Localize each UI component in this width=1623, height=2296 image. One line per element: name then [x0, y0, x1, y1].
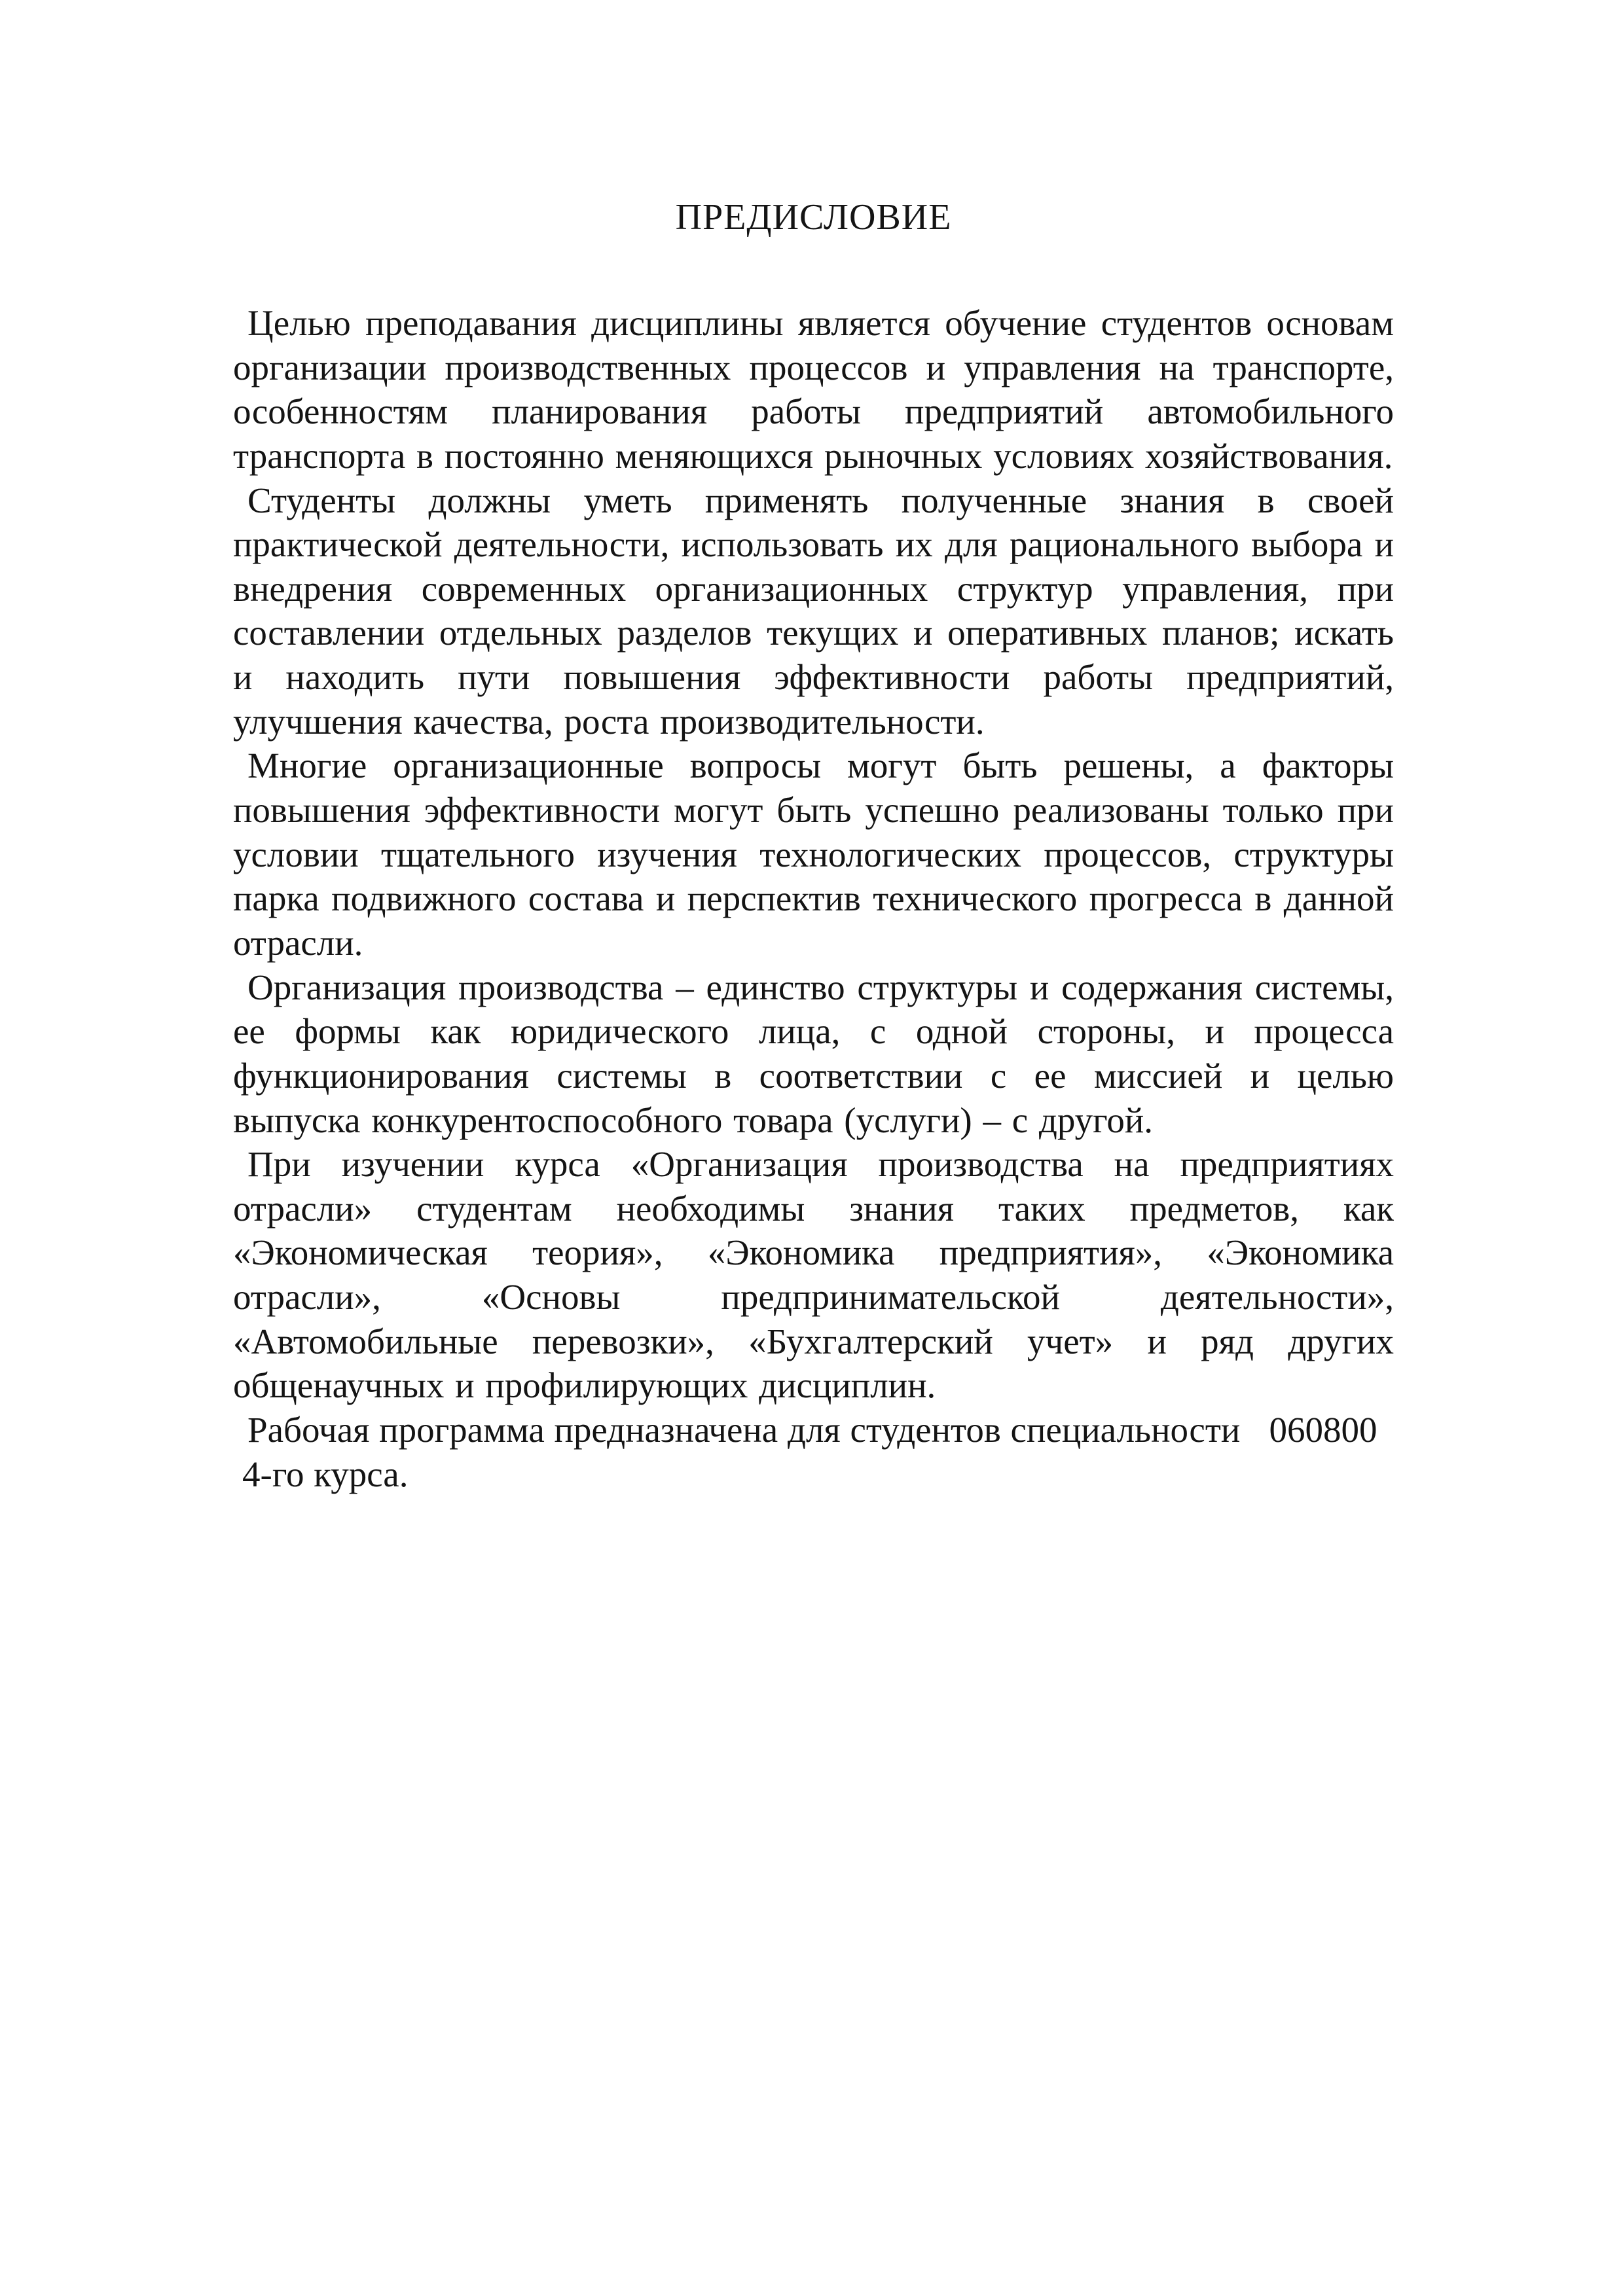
paragraph-goal: Целью преподавания дисциплины является обучение студентов основам организации производственных процессов и управления на транспорте, особенностям планирования работы предприятий автомобильного транспорта в постоянно меняющихся рыночных условиях хозяйствования.	[233, 303, 1394, 476]
paragraph-organizational-questions: Многие организационные вопросы могут быть решены, а факторы повышения эффективности могут быть успешно реализованы только при условии тщательного изучения технологических процессов, структуры парка подвижного состава и перспектив технического прогресса в данной отрасли.	[233, 745, 1394, 963]
paragraph-students-skills: Студенты должны уметь применять полученные знания в своей практической деятельности, использовать их для рационального выбора и внедрения современных организационных структур управления, при составлении отдельных разделов текущих и оперативных планов; искать и находить пути повышения эффективности работы предприятий, улучшения качества, роста производительности.	[233, 480, 1394, 742]
paragraph-course-prerequisites: При изучении курса «Организация производства на предприятиях отрасли» студентам необходимы знания таких предметов, как «Экономическая теория», «Экономика предприятия», «Экономика отрасли», «Основы предпринимательской деятельности», «Автомобильные перевозки», «Бухгалтерский учет» и ряд других общенаучных и профилирующих дисциплин.	[233, 1144, 1394, 1406]
closing-line-speciality: Рабочая программа предназначена для студентов специальности 060800	[247, 1410, 1377, 1450]
paragraph-production-organization: Организация производства – единство структуры и содержания системы, ее формы как юридического лица, с одной стороны, и процесса функционирования системы в соответствии с ее миссией и целью выпуска конкурентоспособного товара (услуги) – с другой.	[233, 967, 1394, 1140]
closing-line-course: 4-го курса.	[242, 1454, 409, 1494]
page-title: ПРЕДИСЛОВИЕ	[675, 197, 952, 238]
